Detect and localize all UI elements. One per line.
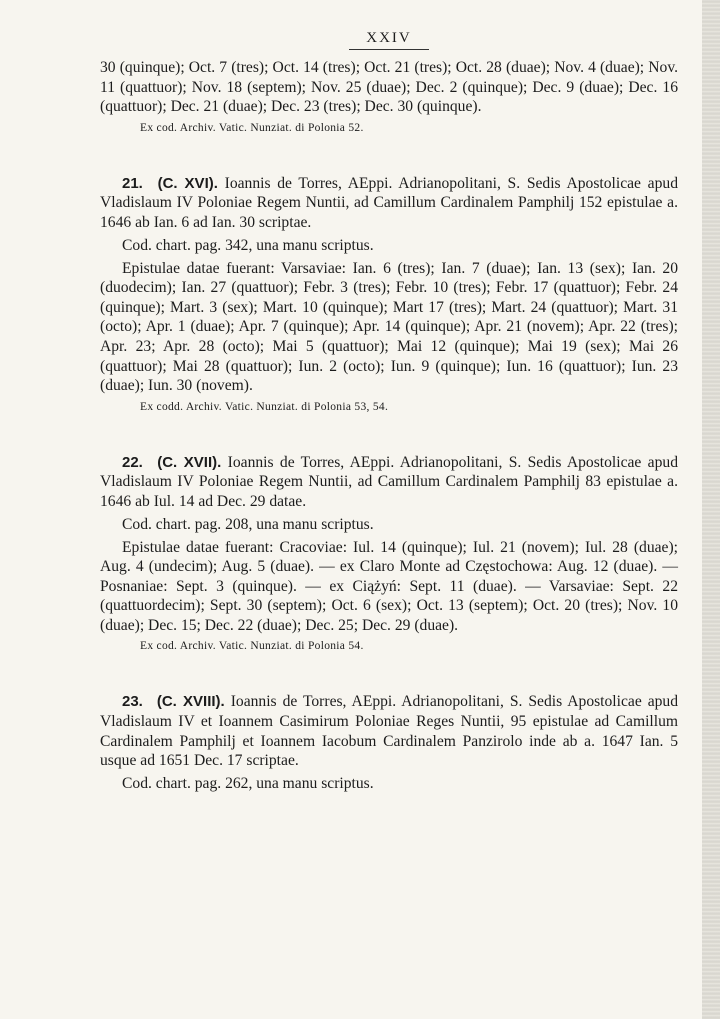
codex-description: Cod. chart. pag. 342, una manu scriptus.: [122, 236, 374, 254]
entry-23: [100, 692, 678, 794]
page-edge-shadow: [702, 0, 720, 1019]
entry-code: (C. XVIII).: [156, 693, 225, 711]
entry-body: Epistulae datae fuerant: Varsaviae: Ian. 6 (tres); Ian. 7 (duae); Ian. 13 (sex); Ian. 20 (duodecim); Ian. 27 (quattuor); Febr. 3 (tres); Febr. 10 (tres); Febr. 17 (quattuor); Febr. 24 (quinque); Mart. 3 (sex); Mart. 10 (quinque); Mart 17 (tres); Mart. 24 (quattuor); Mart. 31 (octo); Apr. 1 (duae); Apr. 7 (quinque); Apr. 14 (quinque); Apr. 21 (novem); Apr. 22 (tres); Apr. 23; Apr. 28 (octo); Mai 5 (quattuor); Mai 12 (quinque); Mai 19 (sex); Mai 26 (quattuor); Mai 28 (quattuor); Iun. 2 (octo); Iun. 9 (quinque); Iun. 16 (quattuor); Iun. 23 (duae); Iun. 30 (novem).: [100, 259, 678, 395]
page-number: XXIV: [349, 30, 429, 50]
entry-code: (C. XVI).: [157, 174, 218, 192]
entry-number: 22.: [122, 453, 143, 471]
entry-title: Ioannis de Torres, AEppi. Adrianopolitani, S. Sedis Apostolicae apud Vladislaum IV Poloniae Regem Nuntii, ad Camillum Cardinalem Pamphilj 83 epistulae a. 1646 ab Iul. 14 ad Dec. 29 datae.: [100, 453, 678, 510]
source-note: Ex cod. Archiv. Vatic. Nunziat. di Polonia 54.: [140, 640, 364, 653]
entry-heading: [100, 453, 678, 512]
document-page: [100, 30, 678, 797]
entry-21: [100, 174, 678, 413]
codex-description: Cod. chart. pag. 262, una manu scriptus.: [122, 774, 374, 792]
continuation-text: 30 (quinque); Oct. 7 (tres); Oct. 14 (tres); Oct. 21 (tres); Oct. 28 (duae); Nov. 4 (duae); Nov. 11 (quattuor); Nov. 18 (septem); Nov. 25 (duae); Dec. 2 (quinque); Dec. 9 (duae); Dec. 16 (quattuor); Dec. 21 (duae); Dec. 23 (tres); Dec. 30 (quinque).: [100, 59, 678, 116]
entry-code: (C. XVII).: [157, 453, 222, 471]
entry-body: Epistulae datae fuerant: Cracoviae: Iul. 14 (quinque); Iul. 21 (novem); Iul. 28 (duae); Aug. 4 (undecim); Aug. 5 (duae). — ex Claro Monte ad Częstochowa: Aug. 12 (duae). — Posnaniae: Sept. 3 (quinque). — ex Ciążyń: Sept. 11 (duae). — Varsaviae: Sept. 22 (quattuordecim); Sept. 30 (septem); Oct. 6 (sex); Oct. 13 (septem); Oct. 20 (tres); Nov. 10 (duae); Dec. 15; Dec. 22 (duae); Dec. 25; Dec. 29 (duae).: [100, 538, 678, 634]
entry-title: Ioannis de Torres, AEppi. Adrianopolitani, S. Sedis Apostolicae apud Vladislaum IV et Ioannem Casimirum Poloniae Reges Nuntii, 95 epistulae ad Camillum Cardinalem Pamphilj et Ioannem Iacobum Cardinalem Panzirolo inde ab a. 1647 Ian. 5 usque ad 1651 Dec. 17 scriptae.: [100, 693, 679, 770]
entry-number: 23.: [122, 693, 143, 711]
source-note: Ex cod. Archiv. Vatic. Nunziat. di Polonia 52.: [140, 121, 364, 134]
entry-title: Ioannis de Torres, AEppi. Adrianopolitani, S. Sedis Apostolicae apud Vladislaum IV Poloniae Regem Nuntii, ad Camillum Cardinalem Pamphilj 152 epistulae a. 1646 ab Ian. 6 ad Ian. 30 scriptae.: [100, 174, 678, 231]
entry-number: 21.: [122, 174, 143, 192]
entry-heading: [100, 174, 678, 233]
source-note: Ex codd. Archiv. Vatic. Nunziat. di Polonia 53, 54.: [140, 400, 389, 413]
codex-description: Cod. chart. pag. 208, una manu scriptus.: [122, 515, 374, 533]
entry-22: [100, 453, 678, 653]
entry-heading: [100, 692, 678, 770]
